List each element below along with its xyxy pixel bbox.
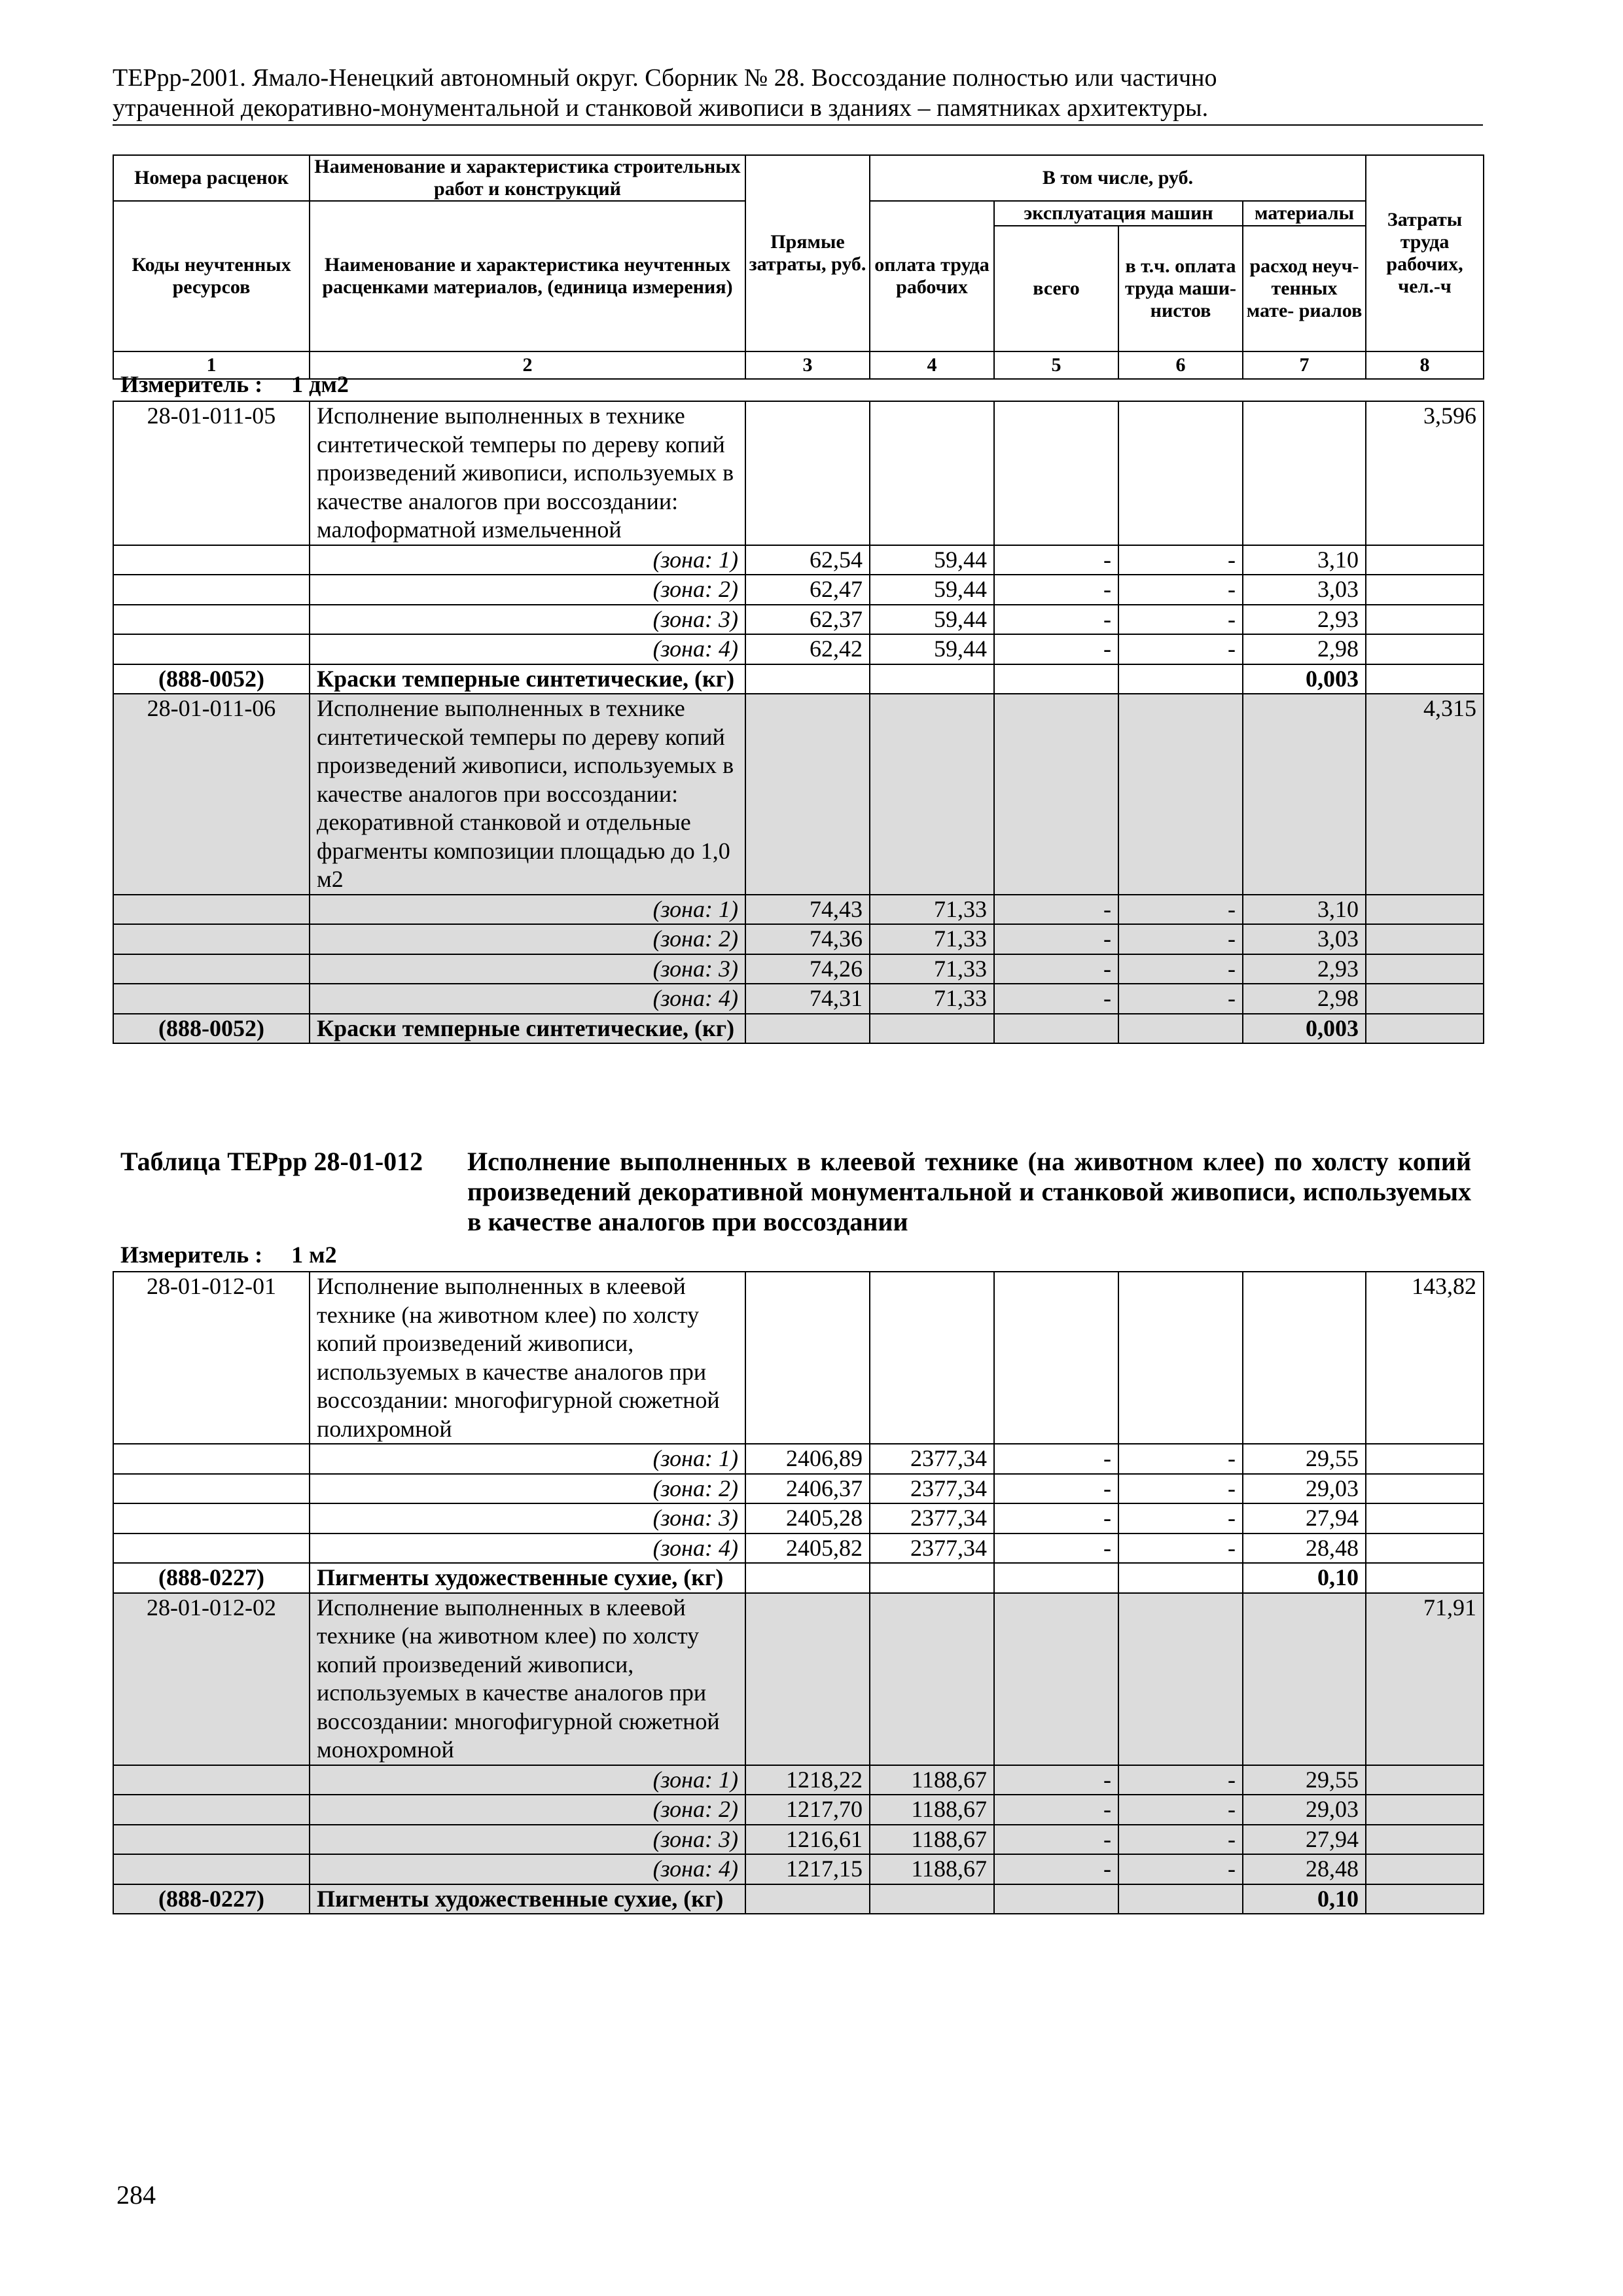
zone-row: [113, 1474, 1484, 1504]
machines-cost: -: [994, 634, 1118, 664]
machines-cost: -: [994, 924, 1118, 954]
zone-row: [113, 954, 1484, 984]
wages-cost: 59,44: [870, 634, 994, 664]
measurer-2: [120, 1242, 337, 1268]
labor-cost: 4,315: [1366, 694, 1484, 895]
measurer-value: 1 м2: [291, 1242, 337, 1268]
machinists-cost: -: [1118, 605, 1243, 635]
materials-cost: 3,10: [1243, 545, 1366, 575]
zone-label: (зона: 3): [310, 1825, 745, 1855]
direct-cost: 1217,70: [745, 1795, 870, 1825]
empty-cell: [1243, 1593, 1366, 1765]
zone-row: [113, 1444, 1484, 1474]
table-title-label: Таблица ТЕРрр 28-01-012: [120, 1147, 423, 1176]
measurer-label: Измеритель :: [120, 371, 263, 397]
column-header-table: [113, 154, 1484, 380]
rate-description: Исполнение выполненных в клеевой технике (на животном клее) по холсту копий произведений живописи, используемых в качестве аналогов при воссоздании: многофигурной сюжетной монохромной: [310, 1593, 745, 1765]
running-header-line-2: утраченной декоративно-монументальной и станковой живописи в зданиях – памятниках архитектуры.: [113, 94, 1209, 122]
empty-cell: [994, 1272, 1118, 1444]
empty-cell: [1366, 1474, 1484, 1504]
resource-amount: 0,10: [1243, 1884, 1366, 1914]
wages-cost: 71,33: [870, 924, 994, 954]
materials-cost: 27,94: [1243, 1825, 1366, 1855]
direct-cost: 62,47: [745, 575, 870, 605]
resource-name: Краски темперные синтетические, (кг): [310, 1014, 745, 1044]
machinists-cost: -: [1118, 1444, 1243, 1474]
empty-cell: [113, 984, 310, 1014]
direct-cost: 74,26: [745, 954, 870, 984]
materials-cost: 2,98: [1243, 984, 1366, 1014]
resource-row: [113, 1014, 1484, 1044]
materials-cost: 29,03: [1243, 1474, 1366, 1504]
direct-cost: 62,54: [745, 545, 870, 575]
col-6-header: в т.ч. оплата труда маши- нистов: [1118, 226, 1243, 351]
empty-cell: [1243, 694, 1366, 895]
col-number: 8: [1366, 351, 1484, 379]
rate-description: Исполнение выполненных в технике синтетической темперы по дереву копий произведений живописи, используемых в качестве аналогов при воссоздании: малоформатной измельченной: [310, 401, 745, 545]
machines-cost: -: [994, 545, 1118, 575]
resource-row: [113, 664, 1484, 694]
empty-cell: [1366, 1884, 1484, 1914]
col-3-header: Прямые затраты, руб.: [745, 155, 870, 351]
machines-cost: -: [994, 984, 1118, 1014]
empty-cell: [994, 1014, 1118, 1044]
col-5-header: всего: [994, 226, 1118, 351]
direct-cost: 2406,89: [745, 1444, 870, 1474]
zone-label: (зона: 2): [310, 1474, 745, 1504]
direct-cost: 62,42: [745, 634, 870, 664]
empty-cell: [745, 1884, 870, 1914]
materials-cost: 2,93: [1243, 954, 1366, 984]
empty-cell: [1366, 1563, 1484, 1593]
zone-row: [113, 895, 1484, 925]
machinists-cost: -: [1118, 1825, 1243, 1855]
empty-cell: [1118, 1563, 1243, 1593]
empty-cell: [113, 575, 310, 605]
rate-description: Исполнение выполненных в технике синтетической темперы по дереву копий произведений живописи, используемых в качестве аналогов при воссоздании: декоративной станковой и отдельные фрагменты композиции площадью до 1,0 м2: [310, 694, 745, 895]
machines-cost: -: [994, 575, 1118, 605]
empty-cell: [870, 694, 994, 895]
rate-description-row: [113, 1593, 1484, 1765]
empty-cell: [870, 1014, 994, 1044]
rate-code: 28-01-012-02: [113, 1593, 310, 1765]
machinists-cost: -: [1118, 924, 1243, 954]
machinists-cost: -: [1118, 1503, 1243, 1534]
wages-cost: 2377,34: [870, 1534, 994, 1564]
empty-cell: [1118, 1884, 1243, 1914]
col-8-header: Затраты труда рабочих, чел.-ч: [1366, 155, 1484, 351]
machines-cost: -: [994, 1795, 1118, 1825]
empty-cell: [870, 1884, 994, 1914]
empty-cell: [113, 1765, 310, 1795]
wages-cost: 2377,34: [870, 1503, 994, 1534]
empty-cell: [745, 694, 870, 895]
wages-cost: 71,33: [870, 984, 994, 1014]
machines-cost: -: [994, 1474, 1118, 1504]
empty-cell: [1366, 664, 1484, 694]
zone-label: (зона: 1): [310, 1444, 745, 1474]
empty-cell: [1243, 401, 1366, 545]
zone-row: [113, 1795, 1484, 1825]
zone-label: (зона: 2): [310, 1795, 745, 1825]
empty-cell: [113, 1795, 310, 1825]
col-4-header: оплата труда рабочих: [870, 201, 994, 351]
col-number: 7: [1243, 351, 1366, 379]
machines-cost: -: [994, 1854, 1118, 1884]
zone-row: [113, 575, 1484, 605]
machines-cost: -: [994, 1444, 1118, 1474]
empty-cell: [745, 401, 870, 545]
empty-cell: [1243, 1272, 1366, 1444]
machinists-cost: -: [1118, 895, 1243, 925]
zone-label: (зона: 4): [310, 634, 745, 664]
zone-row: [113, 1765, 1484, 1795]
rate-description: Исполнение выполненных в клеевой технике (на животном клее) по холсту копий произведений живописи, используемых в качестве аналогов при воссоздании: многофигурной сюжетной полихромной: [310, 1272, 745, 1444]
empty-cell: [1366, 1854, 1484, 1884]
machines-cost: -: [994, 1503, 1118, 1534]
empty-cell: [745, 1014, 870, 1044]
zone-label: (зона: 1): [310, 545, 745, 575]
table-title-text: Исполнение выполненных в клеевой технике (на животном клее) по холсту копий произведений декоративной монументальной и станковой живописи, используемых в качестве аналогов при воссоздании: [467, 1147, 1471, 1236]
wages-cost: 1188,67: [870, 1854, 994, 1884]
direct-cost: 2405,28: [745, 1503, 870, 1534]
machines-cost: -: [994, 895, 1118, 925]
resource-amount: 0,10: [1243, 1563, 1366, 1593]
labor-cost: 3,596: [1366, 401, 1484, 545]
machines-cost: -: [994, 605, 1118, 635]
resource-amount: 0,003: [1243, 1014, 1366, 1044]
zone-label: (зона: 1): [310, 895, 745, 925]
materials-cost: 29,03: [1243, 1795, 1366, 1825]
empty-cell: [1118, 1014, 1243, 1044]
empty-cell: [1366, 984, 1484, 1014]
machinists-cost: -: [1118, 1534, 1243, 1564]
zone-row: [113, 1534, 1484, 1564]
resource-code: (888-0227): [113, 1884, 310, 1914]
running-header: [113, 63, 1483, 126]
direct-cost: 74,31: [745, 984, 870, 1014]
empty-cell: [870, 401, 994, 545]
empty-cell: [745, 1272, 870, 1444]
wages-cost: 1188,67: [870, 1795, 994, 1825]
measurer-label: Измеритель :: [120, 1242, 263, 1268]
zone-row: [113, 1503, 1484, 1534]
direct-cost: 74,43: [745, 895, 870, 925]
wages-cost: 59,44: [870, 545, 994, 575]
measurer-1: [120, 371, 349, 397]
col-number: 5: [994, 351, 1118, 379]
zone-label: (зона: 1): [310, 1765, 745, 1795]
rate-entry: [113, 401, 1484, 694]
resource-row: [113, 1884, 1484, 1914]
empty-cell: [113, 924, 310, 954]
zone-label: (зона: 3): [310, 954, 745, 984]
empty-cell: [1366, 1534, 1484, 1564]
materials-cost: 3,10: [1243, 895, 1366, 925]
materials-header: материалы: [1243, 201, 1366, 226]
zone-row: [113, 1854, 1484, 1884]
empty-cell: [994, 664, 1118, 694]
direct-cost: 1217,15: [745, 1854, 870, 1884]
resource-code: (888-0052): [113, 664, 310, 694]
materials-cost: 3,03: [1243, 575, 1366, 605]
zone-row: [113, 545, 1484, 575]
wages-cost: 2377,34: [870, 1444, 994, 1474]
rate-entry: [113, 694, 1484, 1043]
empty-cell: [113, 1534, 310, 1564]
col-7-header: расход неуч- тенных мате- риалов: [1243, 226, 1366, 351]
empty-cell: [870, 1563, 994, 1593]
machines-cost: -: [994, 954, 1118, 984]
wages-cost: 1188,67: [870, 1765, 994, 1795]
empty-cell: [113, 895, 310, 925]
table-title: [120, 1147, 1471, 1237]
machinists-cost: -: [1118, 575, 1243, 605]
rate-code: 28-01-011-05: [113, 401, 310, 545]
direct-cost: 62,37: [745, 605, 870, 635]
empty-cell: [1118, 694, 1243, 895]
empty-cell: [113, 605, 310, 635]
rate-description-row: [113, 694, 1484, 895]
empty-cell: [994, 1884, 1118, 1914]
empty-cell: [745, 1563, 870, 1593]
labor-cost: 143,82: [1366, 1272, 1484, 1444]
materials-cost: 2,98: [1243, 634, 1366, 664]
materials-cost: 28,48: [1243, 1854, 1366, 1884]
running-header-line-1: ТЕРрр-2001. Ямало-Ненецкий автономный округ. Сборник № 28. Воссоздание полностью или частично: [113, 64, 1217, 92]
machinists-cost: -: [1118, 954, 1243, 984]
zone-label: (зона: 4): [310, 1854, 745, 1884]
zone-row: [113, 605, 1484, 635]
wages-cost: 1188,67: [870, 1825, 994, 1855]
empty-cell: [870, 1272, 994, 1444]
col-number: 4: [870, 351, 994, 379]
materials-cost: 27,94: [1243, 1503, 1366, 1534]
empty-cell: [113, 1503, 310, 1534]
col-2-top-header: Наименование и характеристика строительных работ и конструкций: [310, 155, 745, 201]
including-header: В том числе, руб.: [870, 155, 1366, 201]
rate-code: 28-01-011-06: [113, 694, 310, 895]
empty-cell: [113, 954, 310, 984]
empty-cell: [1366, 1765, 1484, 1795]
empty-cell: [113, 1444, 310, 1474]
materials-cost: 3,03: [1243, 924, 1366, 954]
empty-cell: [113, 545, 310, 575]
rate-entry: [113, 1272, 1484, 1593]
materials-cost: 29,55: [1243, 1444, 1366, 1474]
machines-header: эксплуатация машин: [994, 201, 1243, 226]
machinists-cost: -: [1118, 1795, 1243, 1825]
machines-cost: -: [994, 1534, 1118, 1564]
direct-cost: 2406,37: [745, 1474, 870, 1504]
zone-label: (зона: 2): [310, 924, 745, 954]
zone-row: [113, 634, 1484, 664]
machinists-cost: -: [1118, 1854, 1243, 1884]
zone-label: (зона: 3): [310, 1503, 745, 1534]
empty-cell: [994, 1563, 1118, 1593]
rate-code: 28-01-012-01: [113, 1272, 310, 1444]
col-1-top-header: Номера расценок: [113, 155, 310, 201]
empty-cell: [1366, 545, 1484, 575]
machinists-cost: -: [1118, 1765, 1243, 1795]
empty-cell: [1366, 895, 1484, 925]
empty-cell: [1366, 1795, 1484, 1825]
resource-amount: 0,003: [1243, 664, 1366, 694]
zone-label: (зона: 4): [310, 984, 745, 1014]
empty-cell: [1366, 924, 1484, 954]
rate-description-row: [113, 401, 1484, 545]
resource-row: [113, 1563, 1484, 1593]
wages-cost: 59,44: [870, 575, 994, 605]
empty-cell: [1118, 664, 1243, 694]
machinists-cost: -: [1118, 984, 1243, 1014]
empty-cell: [745, 1593, 870, 1765]
direct-cost: 74,36: [745, 924, 870, 954]
wages-cost: 71,33: [870, 895, 994, 925]
resource-name: Пигменты художественные сухие, (кг): [310, 1884, 745, 1914]
materials-cost: 2,93: [1243, 605, 1366, 635]
empty-cell: [113, 634, 310, 664]
empty-cell: [1366, 1444, 1484, 1474]
zone-row: [113, 1825, 1484, 1855]
rates-table-section-2: [113, 1271, 1484, 1914]
empty-cell: [745, 664, 870, 694]
empty-cell: [113, 1825, 310, 1855]
resource-name: Пигменты художественные сухие, (кг): [310, 1563, 745, 1593]
machinists-cost: -: [1118, 634, 1243, 664]
empty-cell: [1118, 1593, 1243, 1765]
col-number: 6: [1118, 351, 1243, 379]
resource-code: (888-0052): [113, 1014, 310, 1044]
empty-cell: [1366, 575, 1484, 605]
col-1-bottom-header: Коды неучтенных ресурсов: [113, 201, 310, 351]
zone-row: [113, 924, 1484, 954]
wages-cost: 71,33: [870, 954, 994, 984]
rates-table-section-1: [113, 401, 1484, 1044]
machinists-cost: -: [1118, 545, 1243, 575]
empty-cell: [1366, 634, 1484, 664]
resource-code: (888-0227): [113, 1563, 310, 1593]
direct-cost: 1216,61: [745, 1825, 870, 1855]
materials-cost: 29,55: [1243, 1765, 1366, 1795]
direct-cost: 1218,22: [745, 1765, 870, 1795]
empty-cell: [870, 1593, 994, 1765]
empty-cell: [994, 1593, 1118, 1765]
zone-label: (зона: 2): [310, 575, 745, 605]
empty-cell: [1366, 954, 1484, 984]
resource-name: Краски темперные синтетические, (кг): [310, 664, 745, 694]
empty-cell: [1366, 1825, 1484, 1855]
wages-cost: 2377,34: [870, 1474, 994, 1504]
machines-cost: -: [994, 1765, 1118, 1795]
materials-cost: 28,48: [1243, 1534, 1366, 1564]
rate-description-row: [113, 1272, 1484, 1444]
zone-row: [113, 984, 1484, 1014]
empty-cell: [1366, 1014, 1484, 1044]
empty-cell: [113, 1474, 310, 1504]
col-2-bottom-header: Наименование и характеристика неучтенных расценками материалов, (единица измерения): [310, 201, 745, 351]
empty-cell: [994, 401, 1118, 545]
col-number: 1: [113, 351, 310, 379]
empty-cell: [870, 664, 994, 694]
machinists-cost: -: [1118, 1474, 1243, 1504]
page-number: 284: [116, 2180, 156, 2210]
empty-cell: [1118, 401, 1243, 545]
zone-label: (зона: 4): [310, 1534, 745, 1564]
empty-cell: [1366, 1503, 1484, 1534]
labor-cost: 71,91: [1366, 1593, 1484, 1765]
measurer-value: 1 дм2: [291, 371, 349, 397]
empty-cell: [1366, 605, 1484, 635]
empty-cell: [1118, 1272, 1243, 1444]
empty-cell: [113, 1854, 310, 1884]
col-number: 2: [310, 351, 745, 379]
col-number: 3: [745, 351, 870, 379]
direct-cost: 2405,82: [745, 1534, 870, 1564]
zone-label: (зона: 3): [310, 605, 745, 635]
empty-cell: [994, 694, 1118, 895]
wages-cost: 59,44: [870, 605, 994, 635]
rate-entry: [113, 1593, 1484, 1914]
machines-cost: -: [994, 1825, 1118, 1855]
